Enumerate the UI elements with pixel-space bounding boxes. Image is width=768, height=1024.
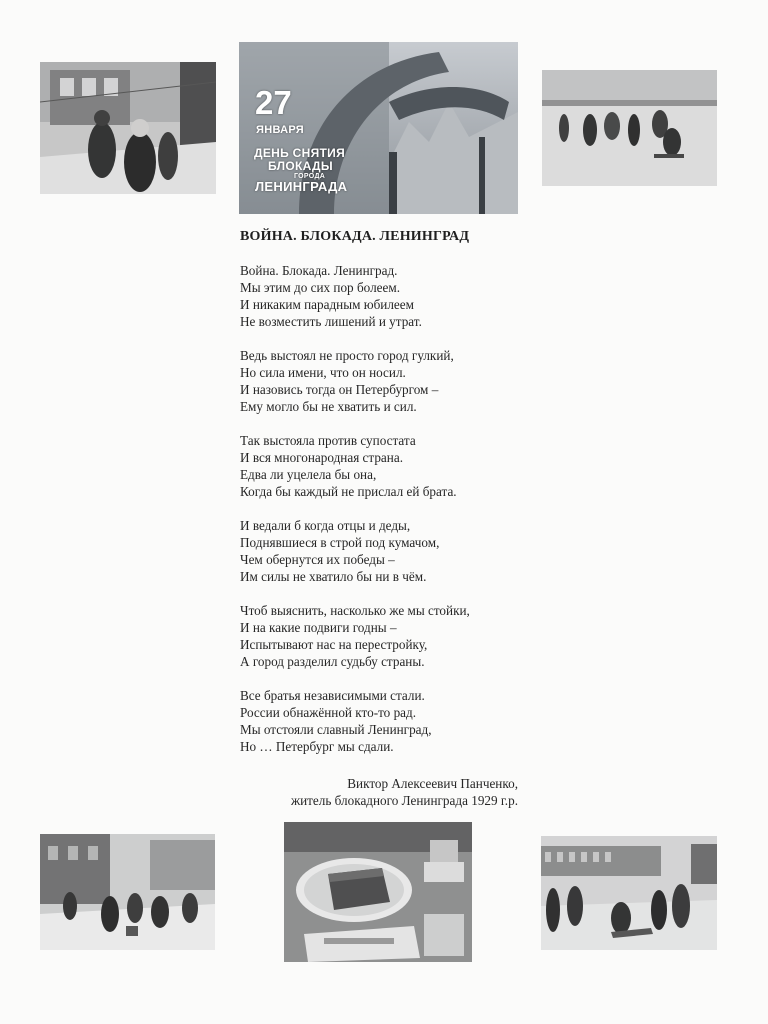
anniversary-banner xyxy=(239,42,518,214)
stanza xyxy=(240,262,540,330)
poem-line: Все братья независимыми стали. xyxy=(240,688,425,703)
poem-line: И никаким парадным юбилеем xyxy=(240,297,414,312)
stanza xyxy=(240,517,540,585)
poem-line: И вся многонародная страна. xyxy=(240,450,403,465)
poem-line: Война. Блокада. Ленинград. xyxy=(240,263,398,278)
poem-line: Мы этим до сих пор болеем. xyxy=(240,280,401,295)
poem-line: Едва ли уцелела бы она, xyxy=(240,467,377,482)
poem-line: И на какие подвиги годны – xyxy=(240,620,397,635)
banner-line-1: ДЕНЬ СНЯТИЯ xyxy=(254,146,346,160)
banner-line-3: ГОРОДА xyxy=(294,173,326,180)
stanza xyxy=(240,602,540,670)
photo-tram-street xyxy=(40,62,216,194)
poem-line: Испытывают нас на перестройку, xyxy=(240,637,428,652)
poem-line: России обнажённой кто-то рад. xyxy=(240,705,417,720)
poem-line: Чтоб выяснить, насколько же мы стойки, xyxy=(240,603,470,618)
poem-line: Но сила имени, что он носил. xyxy=(240,365,406,380)
banner-day: 27 xyxy=(255,84,292,121)
stanza xyxy=(240,432,540,500)
poem-body xyxy=(240,262,540,772)
poem-title: ВОЙНА. БЛОКАДА. ЛЕНИНГРАД xyxy=(240,229,470,244)
photo-snowy-street xyxy=(40,834,215,950)
poem-line: Но … Петербург мы сдали. xyxy=(240,739,394,754)
poem-line: Поднявшиеся в строй под кумачом, xyxy=(240,535,440,550)
poem-line: Мы отстояли славный Ленинград, xyxy=(240,722,432,737)
author-name: Виктор Алексеевич Панченко, xyxy=(347,776,518,791)
poem-line: И назовись тогда он Петербургом – xyxy=(240,382,439,397)
poem-line: И ведали б когда отцы и деды, xyxy=(240,518,411,533)
banner-line-4: ЛЕНИНГРАДА xyxy=(255,179,348,194)
author-note: житель блокадного Ленинграда 1929 г.р. xyxy=(291,793,518,808)
poem-line: Ему могло бы не хватить и сил. xyxy=(240,399,417,414)
poem-line: Чем обернутся их победы – xyxy=(240,552,395,567)
stanza xyxy=(240,687,540,755)
poem-line: Им силы не хватило бы ни в чём. xyxy=(240,569,427,584)
poem-line: Когда бы каждый не прислал ей брата. xyxy=(240,484,457,499)
poem-line: А город разделил судьбу страны. xyxy=(240,654,425,669)
photo-frozen-river xyxy=(542,70,717,186)
banner-month: ЯНВАРЯ xyxy=(256,124,304,136)
photo-embankment xyxy=(541,836,717,950)
poem-line: Так выстояла против супостата xyxy=(240,433,416,448)
banner-line-2: БЛОКАДЫ xyxy=(268,159,333,173)
poem-line: Ведь выстоял не просто город гулкий, xyxy=(240,348,454,363)
stanza xyxy=(240,347,540,415)
author-signature xyxy=(291,775,518,809)
photo-blockade-bread xyxy=(284,822,472,962)
poem-line: Не возместить лишений и утрат. xyxy=(240,314,422,329)
